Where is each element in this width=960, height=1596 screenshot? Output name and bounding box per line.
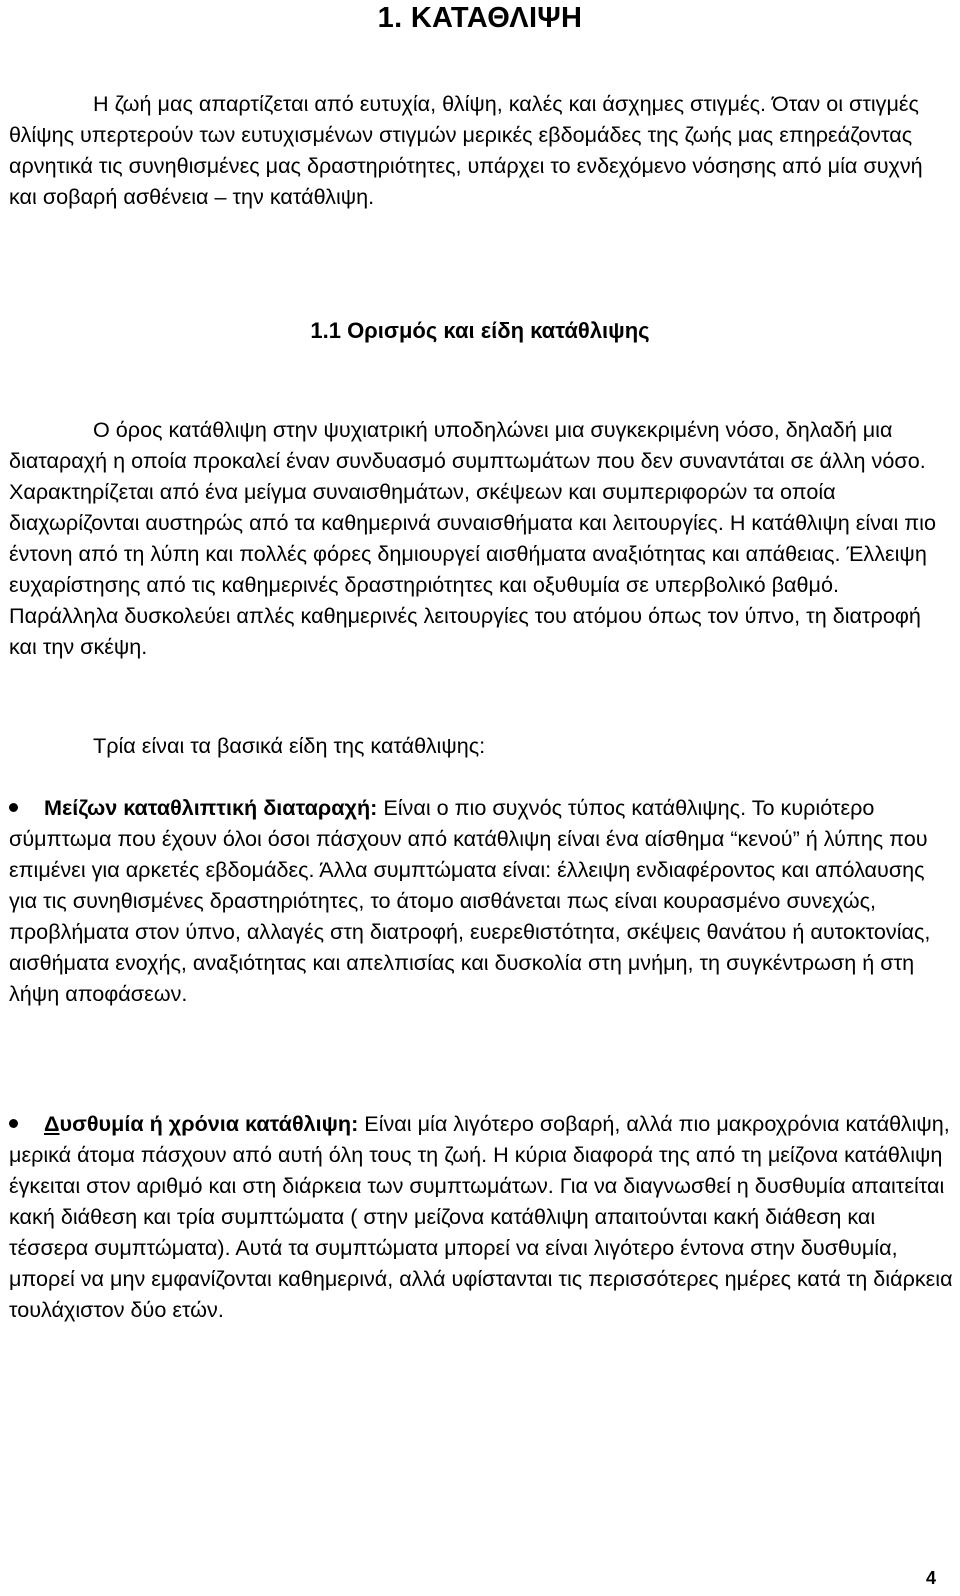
term-description: Είναι ο πιο συχνός τύπος κατάθλιψης. Το κυριότερο σύμπτωμα που έχουν όλοι όσοι πάσχουν από κατάθλιψη είναι ένα αίσθημα “κενού” ή λύπης που επιμένει για αρκετές εβδομάδες. Άλλα συμπτώματα είναι: έλλειψη ενδιαφέροντος και απόλαυσης για τις συνηθισμένες δραστηριότητες, το άτομο αισθάνεται πως είναι κουρασμένο συνεχώς, προβλήματα στον ύπνο, αλλαγές στη διατροφή, ευερεθιστότητα, σκέψεις θανάτου ή αυτοκτονίας, αισθήματα ενοχής, αναξιότητας και απελπισίας και δυσκολία στη μνήμη, τη συγκέντρωση ή στη λήψη αποφάσεων. [9, 795, 931, 1006]
term-text: υσθυμία ή χρόνια κατάθλιψη: [59, 1111, 359, 1136]
bullet-icon [9, 1119, 18, 1128]
page-number: 4 [925, 1568, 936, 1588]
intro-rest: Όταν οι στιγμές θλίψης υπερτερούν των ευτυχισμένων στιγμών μερικές εβδομάδες της ζωής μας επηρεάζοντας αρνητικά τις συνηθισμένες μας δραστηριότητες, υπάρχει το ενδεχόμενο νόσησης από μία συχνή και σοβαρή ασθένεια – την κατάθλιψη. [9, 91, 923, 209]
definition-rest: νόσο, δηλαδή μια διαταραχή η οποία προκαλεί έναν συνδυασμό συμπτωμάτων που δεν συναντάται σε άλλη νόσο. Χαρακτηρίζεται από ένα μείγμα συναισθημάτων, σκέψεων και συμπεριφορών τα οποία διαχωρίζονται αυστηρώς από τα καθημερινά συναισθήματα και λειτουργίες. Η κατάθλιψη είναι πιο έντονη από τη λύπη και πολλές φόρες δημιουργεί αισθήματα αναξιότητας και απάθειας. Έλλειψη ευχαρίστησης από τις καθημερινές δραστηριότητες και οξυθυμία σε υπερβολικό βαθμό. Παράλληλα δυσκολεύει απλές καθημερινές λειτουργίες του ατόμου όπως τον ύπνο, τη διατροφή και την σκέψη. [9, 417, 936, 659]
intro-first-line: Η ζωή μας απαρτίζεται από ευτυχία, θλίψη, καλές και άσχημες στιγμές. [93, 91, 766, 116]
intro-paragraph [9, 88, 954, 212]
term-description: Είναι μία λιγότερο σοβαρή, αλλά πιο μακροχρόνια κατάθλιψη, μερικά άτομα πάσχουν από αυτή όλη τους τη ζωή. Η κύρια διαφορά της από τη μείζονα κατάθλιψη έγκειται στον αριθμό και στη διάρκεια των συμπτωμάτων. Για να διαγνωσθεί η δυσθυμία απαιτείται κακή διάθεση και τρία συμπτώματα ( στην μείζονα κατάθλιψη απαιτούνται κακή διάθεση και τέσσερα συμπτώματα). Αυτά τα συμπτώματα μπορεί να είναι λιγότερο έντονα στην δυσθυμία, μπορεί να μην εμφανίζονται καθημερινά, αλλά υφίστανται τις περισσότερες ημέρες κατά τη διάρκεια τουλάχιστον δύο ετών. [9, 1111, 953, 1322]
term-text: Μείζων καταθλιπτική διαταραχή: [44, 795, 378, 820]
types-intro: Τρία είναι τα βασικά είδη της κατάθλιψης: [93, 733, 486, 758]
term-label [44, 795, 377, 820]
definition-first-line: Ο όρος κατάθλιψη στην ψυχιατρική υποδηλώνει μια συγκεκριμένη [93, 417, 720, 442]
list-item-dysthymia [9, 1108, 954, 1325]
term-label [44, 1111, 358, 1136]
chapter-title: 1. ΚΑΤΑΘΛΙΨΗ [377, 2, 583, 34]
bullet-icon [9, 803, 18, 812]
section-title: 1.1 Ορισμός και είδη κατάθλιψης [310, 318, 650, 343]
definition-paragraph [9, 414, 954, 662]
list-item-major-depression [9, 792, 954, 1009]
term-underlined: Δ [44, 1111, 60, 1136]
